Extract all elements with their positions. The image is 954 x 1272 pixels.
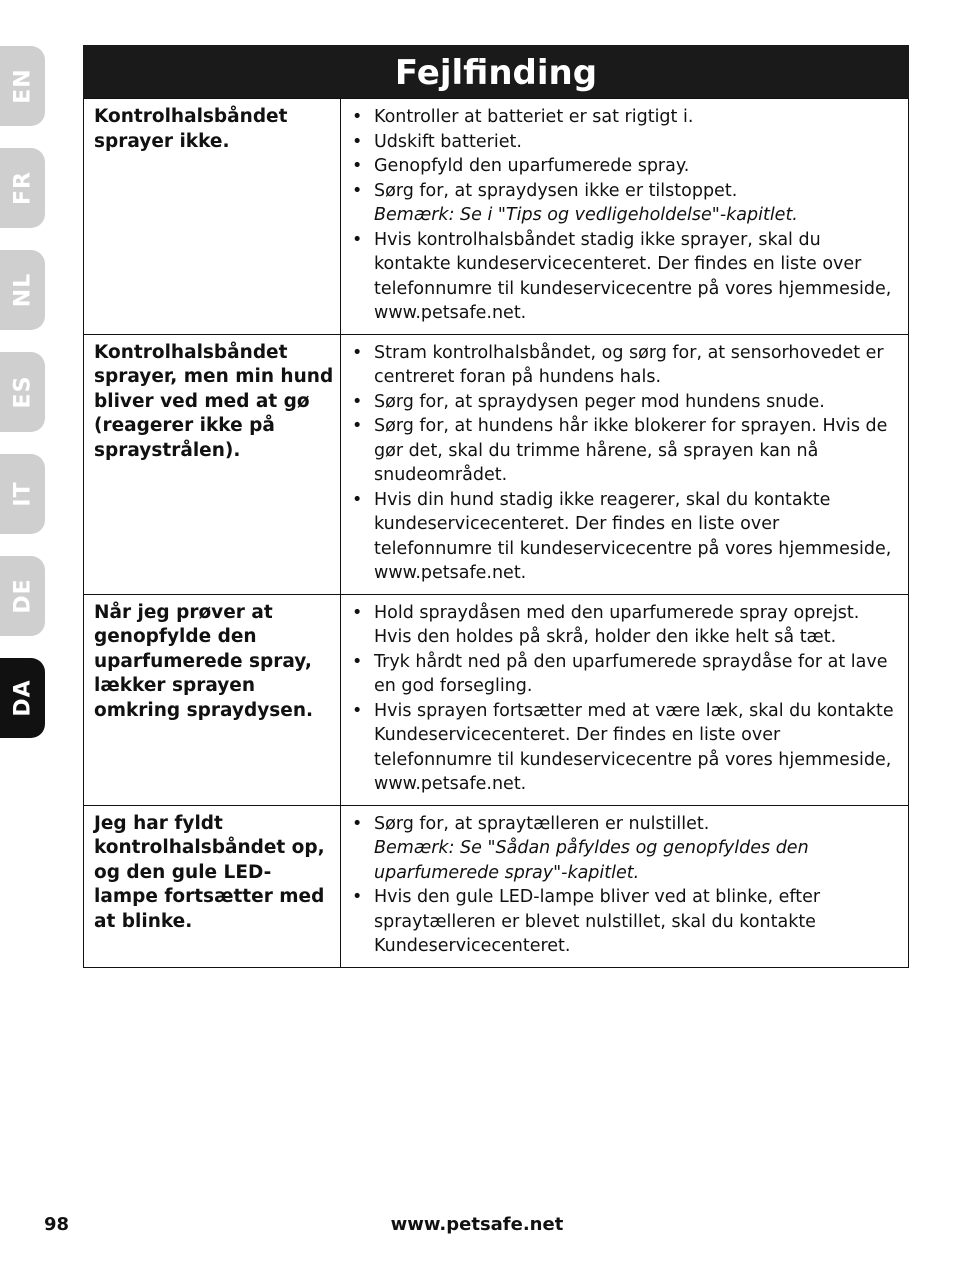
list-item: • Hvis sprayen fortsætter med at være læk, skal du kontakte Kundeservicecenteret. Der findes en liste over telefonnumre til kundeservicecentre på vores hjemmeside, www.petsafe.net. [352,700,894,794]
solution-text: Hvis kontrolhalsbåndet stadig ikke sprayer, skal du kontakte kundeservicecenteret. Der findes en liste over telefonnumre til kundeservicecentre på vores hjemmeside, www.petsafe.net. [374,229,892,323]
table-row [84,334,909,594]
tab-label: NL [10,272,35,308]
table-row [84,805,909,967]
solution-text: Hvis din hund stadig ikke reagerer, skal du kontakte kundeservicecenteret. Der findes en liste over telefonnumre til kundeservicecentre på vores hjemmeside, www.petsafe.net. [374,489,892,583]
solution-text: Hvis den gule LED-lampe bliver ved at blinke, efter spraytælleren er blevet nulstillet, skal du kontakte Kundeservicecenteret. [374,887,821,956]
tab-label: EN [10,68,35,104]
solution-cell [341,805,909,967]
solution-text: Sørg for, at hundens hår ikke blokerer for sprayen. Hvis de gør det, skal du trimme hårene, så sprayen kan nå snudeområdet. [374,416,888,485]
list-item: • Tryk hårdt ned på den uparfumerede spraydåse for at lave en god forsegling. [352,651,888,696]
solution-text: Stram kontrolhalsbåndet, og sørg for, at sensorhovedet er centreret foran på hundens hals. [374,342,884,387]
language-tab-it[interactable] [0,454,45,534]
tab-label: DA [10,679,35,717]
tab-label: ES [10,375,35,409]
table-row [84,99,909,335]
solution-text: Sørg for, at spraytælleren er nulstillet. [374,813,710,834]
tab-label: FR [10,171,35,205]
solution-note: Bemærk: Se i "Tips og vedligeholdelse"-kapitlet. [374,205,798,225]
table-row [84,594,909,805]
problem-cell: Kontrolhalsbåndet sprayer ikke. [84,99,341,335]
solution-text: Hvis sprayen fortsætter med at være læk, skal du kontakte Kundeservicecenteret. Der findes en liste over telefonnumre til kundeservicecentre på vores hjemmeside, www.petsafe.net. [374,700,894,794]
solution-text: Udskift batteriet. [374,131,522,152]
tab-label: IT [10,481,35,507]
troubleshooting-table [83,98,909,968]
tab-label: DE [10,578,35,614]
solution-cell [341,594,909,805]
list-item: • Hvis den gule LED-lampe bliver ved at blinke, efter spraytælleren er blevet nulstillet, skal du kontakte Kundeservicecenteret. [352,887,821,956]
problem-cell: Kontrolhalsbåndet sprayer, men min hund bliver ved med at gø (reagerer ikke på spraystrålen). [84,334,341,594]
language-tab-fr[interactable] [0,148,45,228]
list-item: • Sørg for, at spraydysen peger mod hundens snude. [352,391,825,412]
list-item: • Sørg for, at hundens hår ikke blokerer for sprayen. Hvis de gør det, skal du trimme hårene, så sprayen kan nå snudeområdet. [352,416,888,485]
solution-text: Sørg for, at spraydysen peger mod hundens snude. [374,391,825,412]
list-item: • Hold spraydåsen med den uparfumerede spray oprejst. Hvis den holdes på skrå, holder den ikke helt så tæt. [352,602,860,647]
list-item: • Hvis din hund stadig ikke reagerer, skal du kontakte kundeservicecenteret. Der findes en liste over telefonnumre til kundeservicecentre på vores hjemmeside, www.petsafe.net. [352,489,892,583]
language-tab-en[interactable] [0,46,45,126]
language-tab-nl[interactable] [0,250,45,330]
footer-url: www.petsafe.net [390,1214,564,1235]
language-tab-es[interactable] [0,352,45,432]
language-tab-de[interactable] [0,556,45,636]
list-item: • Sørg for, at spraytælleren er nulstillet. Bemærk: Se "Sådan påfyldes og genopfyldes den uparfumerede spray"-kapitlet. [350,812,896,886]
solution-text: Tryk hårdt ned på den uparfumerede spraydåse for at lave en god forsegling. [374,651,888,696]
page-title: Fejlfinding [83,45,909,98]
solution-cell [341,334,909,594]
list-item: • Stram kontrolhalsbåndet, og sørg for, at sensorhovedet er centreret foran på hundens hals. [352,342,884,387]
list-item: • Sørg for, at spraydysen ikke er tilstoppet. Bemærk: Se i "Tips og vedligeholdelse"-kapitlet. [350,179,896,228]
solution-text: Kontroller at batteriet er sat rigtigt i. [374,107,694,127]
list-item: • Hvis kontrolhalsbåndet stadig ikke sprayer, skal du kontakte kundeservicecenteret. Der findes en liste over telefonnumre til kundeservicecentre på vores hjemmeside, www.petsafe.net. [352,229,892,323]
problem-cell: Når jeg prøver at genopfylde den uparfumerede spray, lækker sprayen omkring spraydysen. [84,594,341,805]
solution-text: Hold spraydåsen med den uparfumerede spray oprejst. Hvis den holdes på skrå, holder den ikke helt så tæt. [374,602,860,647]
solution-cell [341,99,909,335]
problem-cell: Jeg har fyldt kontrolhalsbåndet op, og den gule LED-lampe fortsætter med at blinke. [84,805,341,967]
solution-note: Bemærk: Se "Sådan påfyldes og genopfyldes den uparfumerede spray"-kapitlet. [374,838,809,883]
list-item: • Udskift batteriet. [352,131,522,152]
page-number: 98 [44,1214,70,1235]
solution-text: Genopfyld den uparfumerede spray. [374,156,690,176]
list-item: • Kontroller at batteriet er sat rigtigt i. [352,107,694,127]
list-item: • Genopfyld den uparfumerede spray. [352,156,690,176]
language-tab-da[interactable] [0,658,45,738]
solution-text: Sørg for, at spraydysen ikke er tilstoppet. [374,180,738,201]
